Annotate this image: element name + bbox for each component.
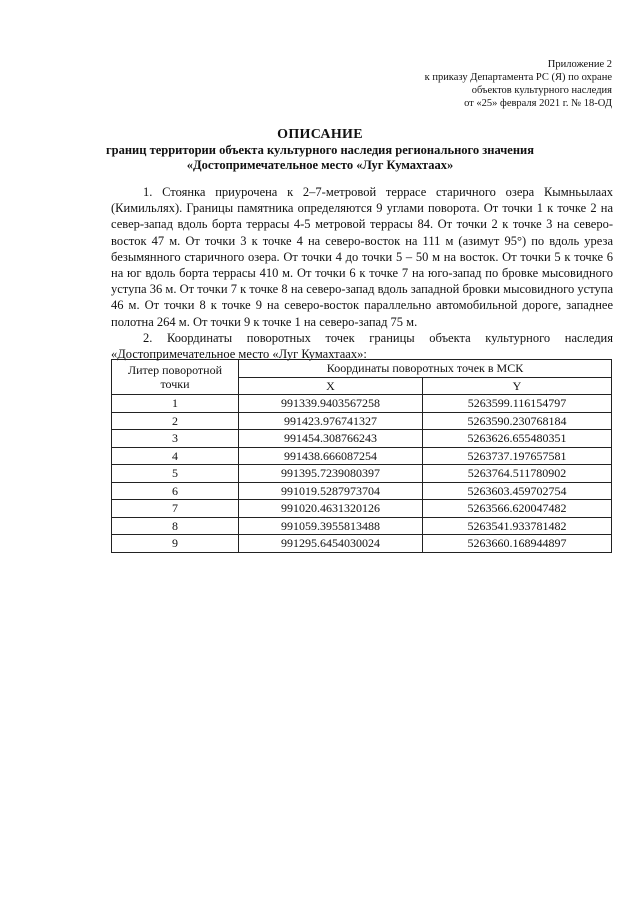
- y-coordinate: 5263737.197657581: [423, 447, 612, 465]
- table-row: [112, 465, 612, 483]
- header-coords: Координаты поворотных точек в МСК: [239, 360, 612, 378]
- table-row: [112, 447, 612, 465]
- point-number: 1: [112, 395, 239, 413]
- paragraph-1: 1. Стоянка приурочена к 2–7-метровой террасе старичного озера Кымньылаах (Кимильлях). Границы памятника определяются 9 углами поворота. От точки 1 к точке 2 на север-запад вдоль борта террасы 4-5 метровой террасы 84. От точки 2 к точке 3 на северо-восток 47 м. От точки 3 к точке 4 на северо-восток на 111 м (азимут 95°) по вдоль уреза безымянного старичного озера. От точки 4 до точки 5 – 50 м на восток. От точки 5 к точке 6 на юг вдоль борта террасы 410 м. От точки 6 к точке 7 на юго-запад по бровке мысовидного уступа 36 м. От точки 7 к точке 8 на северо-запад вдоль западной бровки мысовидного уступа 46 м. От точки 8 к точке 9 на северо-восток параллельно автомобильной дороге, западнее полотна 264 м. От точки 9 к точке 1 на северо-запад 75 м.: [111, 185, 613, 329]
- x-coordinate: 991438.666087254: [239, 447, 423, 465]
- header-point: Литер поворотной точки: [112, 360, 239, 395]
- x-coordinate: 991059.3955813488: [239, 517, 423, 535]
- y-coordinate: 5263541.933781482: [423, 517, 612, 535]
- header-x: X: [239, 377, 423, 395]
- point-number: 4: [112, 447, 239, 465]
- y-coordinate: 5263660.168944897: [423, 535, 612, 553]
- y-coordinate: 5263590.230768184: [423, 412, 612, 430]
- y-coordinate: 5263603.459702754: [423, 482, 612, 500]
- point-number: 8: [112, 517, 239, 535]
- appendix-line-1: Приложение 2: [547, 59, 612, 70]
- table-row: [112, 517, 612, 535]
- table-row: [112, 395, 612, 413]
- x-coordinate: 991454.308766243: [239, 430, 423, 448]
- subtitle-line-2: «Достопримечательное место «Луг Кумахтаах»: [186, 158, 454, 172]
- point-number: 3: [112, 430, 239, 448]
- document-title: ОПИСАНИЕ: [277, 127, 363, 142]
- table-row: [112, 430, 612, 448]
- table-row: [112, 500, 612, 518]
- table-row: [112, 412, 612, 430]
- appendix-line-2: к приказу Департамента РС (Я) по охране: [424, 72, 612, 83]
- table-row: [112, 535, 612, 553]
- y-coordinate: 5263764.511780902: [423, 465, 612, 483]
- appendix-line-4: от «25» февраля 2021 г. № 18-ОД: [464, 98, 612, 109]
- x-coordinate: 991295.6454030024: [239, 535, 423, 553]
- table-header-row: [112, 360, 612, 378]
- paragraph-2: 2. Координаты поворотных точек границы объекта культурного наследия «Достопримечательное место «Луг Кумахтаах»:: [111, 330, 613, 362]
- x-coordinate: 991423.976741327: [239, 412, 423, 430]
- point-number: 9: [112, 535, 239, 553]
- point-number: 6: [112, 482, 239, 500]
- point-number: 7: [112, 500, 239, 518]
- appendix-line-3: объектов культурного наследия: [471, 85, 612, 96]
- y-coordinate: 5263626.655480351: [423, 430, 612, 448]
- y-coordinate: 5263566.620047482: [423, 500, 612, 518]
- point-number: 5: [112, 465, 239, 483]
- x-coordinate: 991019.5287973704: [239, 482, 423, 500]
- header-y: Y: [423, 377, 612, 395]
- x-coordinate: 991339.9403567258: [239, 395, 423, 413]
- document-subtitle: [60, 143, 580, 173]
- subtitle-line-1: границ территории объекта культурного наследия регионального значения: [105, 143, 535, 157]
- point-number: 2: [112, 412, 239, 430]
- x-coordinate: 991395.7239080397: [239, 465, 423, 483]
- coordinates-table: [111, 359, 612, 553]
- body-text: [111, 184, 613, 362]
- x-coordinate: 991020.4631320126: [239, 500, 423, 518]
- appendix-reference: [425, 58, 612, 110]
- y-coordinate: 5263599.116154797: [423, 395, 612, 413]
- table-row: [112, 482, 612, 500]
